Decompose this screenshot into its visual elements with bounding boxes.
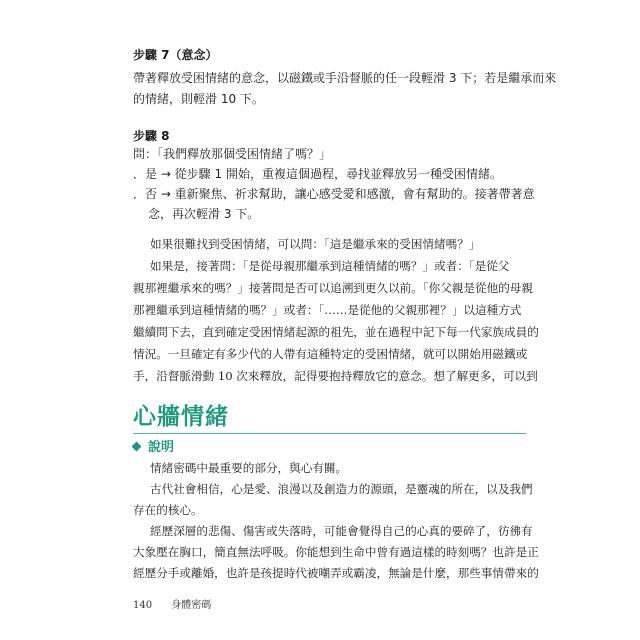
diamond-bullet-icon xyxy=(132,442,142,452)
body-line: 如果是，接著問：「是從母親那繼承到這種情緒的嗎？」或者：「是從父 xyxy=(150,259,510,273)
step-8-no-option-continued: 念，再次輕滑 3 下。 xyxy=(148,207,260,221)
step-7-line: 的情緒，則輕滑 10 下。 xyxy=(133,92,264,106)
page-footer xyxy=(133,596,227,611)
section-line: 情緒密碼中最重要的部分，與心有關。 xyxy=(150,461,348,475)
running-title: 身體密碼 xyxy=(171,600,212,611)
section-title: 心牆情緒 xyxy=(133,404,229,430)
section-line: 經歷分手或離婚，也許是孩提時代被嘲弄或霸凌，無論是什麼，那些事情帶來的 xyxy=(133,566,539,580)
section-line: 大象壓在胸口，簡直無法呼吸。你能想到生命中曾有過這樣的時刻嗎？也許是正 xyxy=(133,545,539,559)
step-8-heading: 步驟 8 xyxy=(133,129,170,143)
section-line: 存在的核心。 xyxy=(133,503,203,517)
body-line: 那裡繼承到這種情緒的嗎？」或者：「……是從他的父親那裡？」以這種方式 xyxy=(133,303,522,317)
step-7-line: 帶著釋放受困情緒的意念，以磁鐵或手沿督脈的任一段輕滑 3 下；若是繼承而來 xyxy=(133,71,557,85)
subheading-label: 說明 xyxy=(148,440,175,455)
section-line: 經歷深層的悲傷、傷害或失落時，可能會覺得自己的心真的要碎了，彷彿有 xyxy=(150,524,533,538)
body-line: 如果很難找到受困情緒，可以問：「這是繼承來的受困情緒嗎？」 xyxy=(150,237,481,251)
section-subheading xyxy=(133,436,174,455)
body-line: 親那裡繼承來的嗎？」接著問是否可以追溯到更久以前。「你父親是從他的母親 xyxy=(133,281,533,295)
step-8-no-option: ．否 → 重新聚焦、祈求幫助，讓心感受愛和感激，會有幫助的。接著帶著意 xyxy=(133,187,535,201)
step-8-question: 問：「我們釋放那個受困情緒了嗎？」 xyxy=(133,147,332,161)
body-line: 手，沿督脈滑動 10 次來釋放，記得要抱持釋放它的意念。想了解更多，可以到 xyxy=(133,369,538,383)
section-line: 古代社會相信，心是愛、浪漫以及創造力的源頭，是靈魂的所在，以及我們 xyxy=(150,482,533,496)
step-8-yes-option: ．是 → 從步驟 1 開始，重複這個過程，尋找並釋放另一種受困情緒。 xyxy=(133,167,502,181)
section-divider xyxy=(133,433,526,434)
page-number: 140 xyxy=(133,600,153,611)
body-line: 情況。一旦確定有多少代的人帶有這種特定的受困情緒，就可以開始用磁鐵或 xyxy=(133,347,528,361)
body-line: 繼續問下去，直到確定受困情緒起源的祖先，並在過程中記下每一代家族成員的 xyxy=(133,325,539,339)
step-7-heading: 步驟 7（意念） xyxy=(133,48,218,62)
